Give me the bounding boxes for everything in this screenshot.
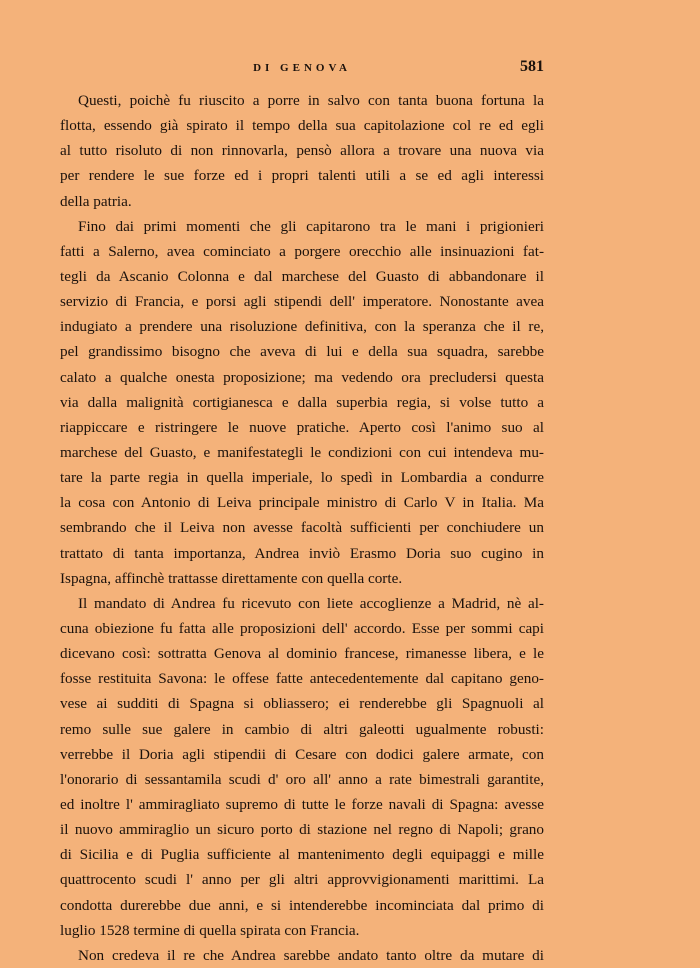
running-title: DI GENOVA (253, 62, 351, 74)
text-line: Non credeva il re che Andrea sarebbe andato tanto oltre da mutare di (78, 946, 544, 964)
text-line: di Sicilia e di Puglia sufficiente al mantenimento degli equipaggi e mille (60, 846, 544, 864)
text-line: marchese del Guasto, e manifestategli le condizioni con cui intendeva mu- (60, 443, 544, 461)
text-line: il nuovo ammiraglio un sicuro porto di stazione nel regno di Napoli; grano (60, 821, 544, 839)
page-header (60, 58, 544, 82)
text-line: verrebbe il Doria agli stipendii di Cesare con dodici galere armate, con (60, 745, 544, 763)
text-line: ed inoltre l' ammiragliato supremo di tutte le forze navali di Spagna: avesse (60, 795, 544, 813)
text-line: condotta durerebbe due anni, e si intenderebbe incominciata dal primo di (60, 896, 544, 914)
text-line: remo sulle sue galere in cambio di altri galeotti ugualmente robusti: (60, 720, 544, 738)
text-line: flotta, essendo già spirato il tempo della sua capitolazione col re ed egli (60, 117, 544, 135)
text-line: l'onorario di sessantamila scudi d' oro all' anno a rate bimestrali garantite, (60, 770, 544, 788)
text-line: tegli da Ascanio Colonna e dal marchese del Guasto di abbandonare il (60, 267, 544, 285)
text-line: al tutto risoluto di non rinnovarla, pensò allora a trovare una nuova via (60, 142, 544, 160)
text-line: Ispagna, affinchè trattasse direttamente con quella corte. (60, 569, 403, 587)
text-line: Il mandato di Andrea fu ricevuto con liete accoglienze a Madrid, nè al- (78, 594, 544, 612)
text-line: della patria. (60, 192, 132, 210)
text-line: vese ai sudditi di Spagna si obliassero; ei renderebbe gli Spagnuoli al (60, 695, 544, 713)
text-line: via dalla malignità cortigianesca e dalla superbia regia, si volse tutto a (60, 393, 544, 411)
text-line: pel grandissimo bisogno che aveva di lui e della sua squadra, sarebbe (60, 343, 544, 361)
text-line: sembrando che il Leiva non avesse facoltà sufficienti per conchiudere un (60, 519, 544, 537)
text-line: per rendere le sue forze ed i propri talenti utili a se ed agli interessi (60, 167, 544, 185)
text-line: quattrocento scudi l' anno per gli altri approvvigionamenti marittimi. La (60, 871, 544, 889)
text-line: la cosa con Antonio di Leiva principale ministro di Carlo V in Italia. Ma (60, 494, 544, 512)
text-line: dicevano così: sottratta Genova al dominio francese, rimanesse libera, e le (60, 645, 544, 663)
text-line: fosse restituita Savona: le offese fatte antecedentemente dal capitano geno- (60, 670, 544, 688)
page-number: 581 (520, 58, 544, 75)
text-line: luglio 1528 termine di quella spirata con Francia. (60, 921, 360, 939)
text-line: fatti a Salerno, avea cominciato a porgere orecchio alle insinuazioni fat- (60, 242, 544, 260)
text-line: indugiato a prendere una risoluzione definitiva, con la speranza che il re, (60, 318, 544, 336)
body-text (60, 88, 544, 968)
text-line: tare la parte regia in quella imperiale, lo spedì in Lombardia a condurre (60, 469, 544, 487)
text-line: servizio di Francia, e porsi agli stipendi dell' imperatore. Nonostante avea (60, 293, 544, 311)
text-line: cuna obiezione fu fatta alle proposizioni dell' accordo. Esse per sommi capi (60, 619, 544, 637)
text-line: riappiccare e ristringere le nuove pratiche. Aperto così l'animo suo al (60, 418, 544, 436)
text-line: Questi, poichè fu riuscito a porre in salvo con tanta buona fortuna la (78, 92, 544, 109)
text-line: calato a qualche onesta proposizione; ma vedendo ora precludersi questa (60, 368, 544, 386)
text-line: Fino dai primi momenti che gli capitarono tra le mani i prigionieri (78, 217, 544, 235)
text-line: trattato di tanta importanza, Andrea inviò Erasmo Doria suo cugino in (60, 544, 544, 562)
